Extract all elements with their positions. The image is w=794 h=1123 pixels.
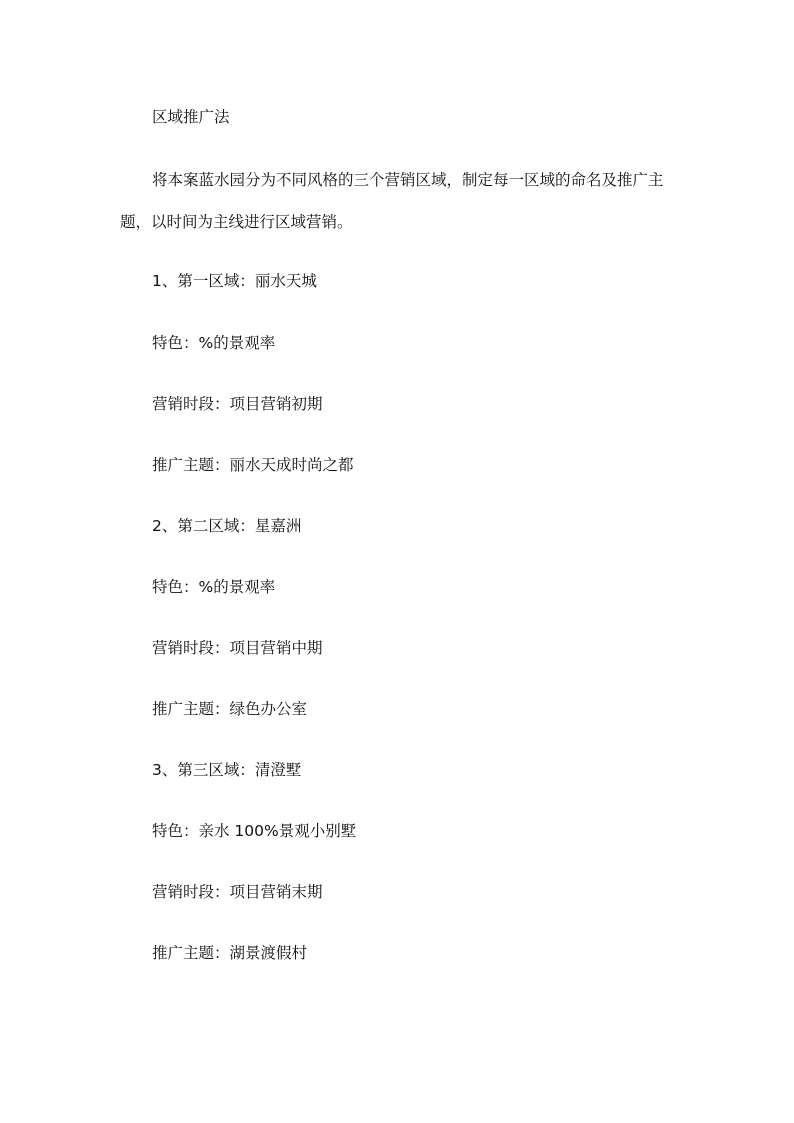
zone-3-feature: 特色：亲水 100%景观小别墅	[152, 822, 357, 840]
zone-2-period: 营销时段：项目营销中期	[152, 639, 323, 657]
zone-1-period: 营销时段：项目营销初期	[152, 395, 323, 413]
zone-2-feature: 特色：%的景观率	[152, 578, 276, 596]
zone-3-theme: 推广主题：湖景渡假村	[152, 944, 308, 962]
intro-paragraph: 将本案蓝水园分为不同风格的三个营销区域，制定每一区域的命名及推广主题，以时间为主线进行区域营销。	[120, 171, 664, 231]
zone-3-title: 3、第三区域：清澄墅	[152, 761, 302, 779]
zone-1-feature: 特色：%的景观率	[152, 334, 276, 352]
section-heading: 区域推广法	[152, 108, 230, 126]
zone-2-theme: 推广主题：绿色办公室	[152, 700, 308, 718]
zone-3-period: 营销时段：项目营销末期	[152, 883, 323, 901]
zone-2-title: 2、第二区域：星嘉洲	[152, 517, 302, 535]
zone-1-title: 1、第一区域：丽水天城	[152, 272, 317, 290]
zone-1-theme: 推广主题：丽水天成时尚之都	[152, 456, 354, 474]
